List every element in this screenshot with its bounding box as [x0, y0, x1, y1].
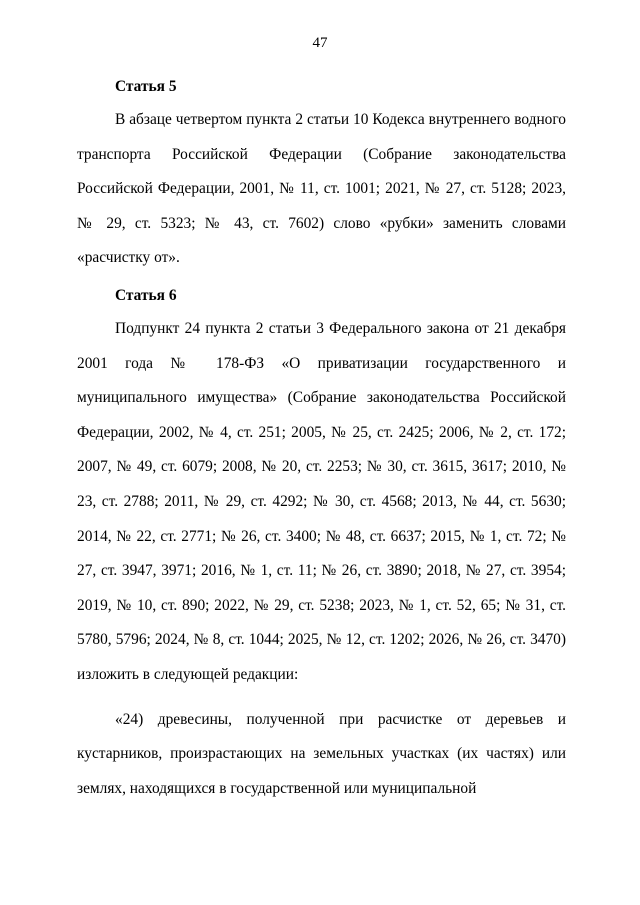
- article-6-paragraph: Подпункт 24 пункта 2 статьи 3 Федерального закона от 21 декабря 2001 года № 178-ФЗ «О приватизации государственного и муниципального имущества» (Собрание законодательства Российской Федерации, 2002, № 4, ст. 251; 2005, № 25, ст. 2425; 2006, № 2, ст. 172; 2007, № 49, ст. 6079; 2008, № 20, ст. 2253; № 30, ст. 3615, 3617; 2010, № 23, ст. 2788; 2011, № 29, ст. 4292; № 30, ст. 4568; 2013, № 44, ст. 5630; 2014, № 22, ст. 2771; № 26, ст. 3400; № 48, ст. 6637; 2015, № 1, ст. 72; № 27, ст. 3947, 3971; 2016, № 1, ст. 11; № 26, ст. 3890; 2018, № 27, ст. 3954; 2019, № 10, ст. 890; 2022, № 29, ст. 5238; 2023, № 1, ст. 52, 65; № 31, ст. 5780, 5796; 2024, № 8, ст. 1044; 2025, № 12, ст. 1202; 2026, № 26, ст. 3470) изложить в следующей редакции:: [77, 319, 566, 683]
- article-5-heading: Статья 5: [115, 78, 177, 95]
- article-6-quoted-amendment: «24) древесины, полученной при расчистке от деревьев и кустарников, произрастающих на земельных участках (их частях) или землях, находящихся в государственной или муниципальной: [77, 710, 566, 797]
- article-6-heading: Статья 6: [115, 286, 177, 304]
- document-body: [77, 63, 566, 806]
- article-5-paragraph: В абзаце четвертом пункта 2 статьи 10 Кодекса внутреннего водного транспорта Российской Федерации (Собрание законодательства Российской Федерации, 2001, № 11, ст. 1001; 2021, № 27, ст. 5128; 2023, № 29, ст. 5323; № 43, ст. 7602) слово «рубки» заменить словами «расчистку от».: [77, 111, 566, 267]
- page-number: 47: [312, 35, 328, 51]
